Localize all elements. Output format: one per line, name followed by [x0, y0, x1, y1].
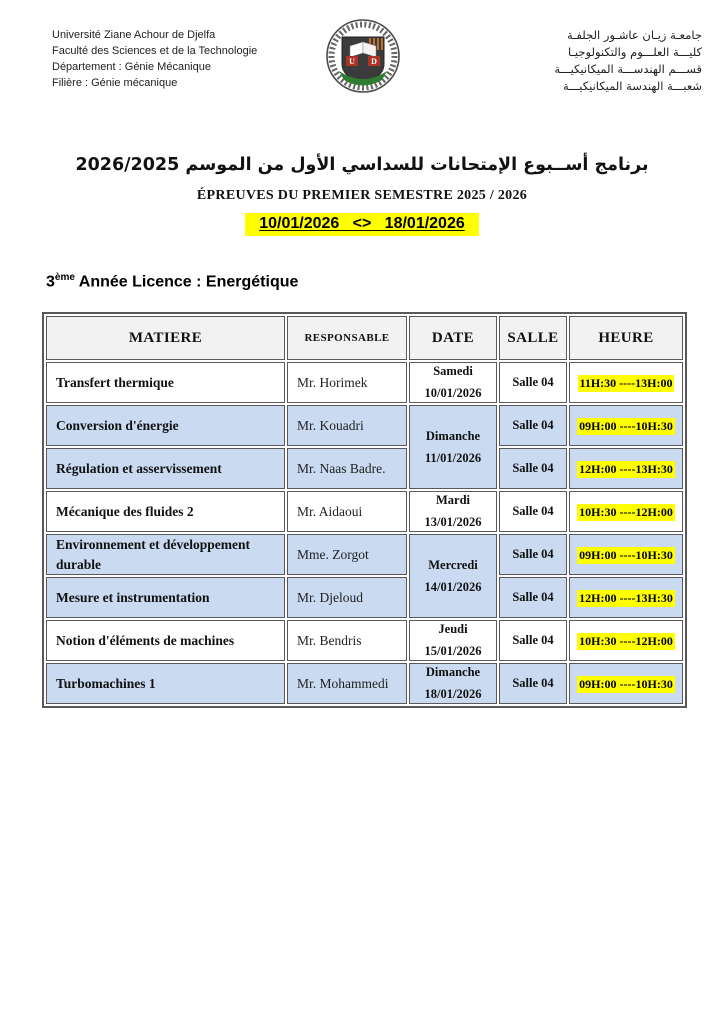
table-row: [46, 491, 683, 532]
header-date: DATE: [409, 316, 497, 360]
date-cell: [409, 620, 497, 661]
responsable-cell: Mr. Kouadri: [287, 405, 407, 446]
header-responsable: RESPONSABLE: [287, 316, 407, 360]
responsable-cell: Mr. Bendris: [287, 620, 407, 661]
university-info-ar: [554, 27, 702, 95]
date-value: 18/01/2026: [424, 687, 482, 702]
heure-cell: [569, 448, 683, 489]
section-title-number: 3: [46, 273, 55, 291]
header-heure: HEURE: [569, 316, 683, 360]
exam-time-highlight: 09H:00 ----10H:30: [579, 676, 673, 691]
salle-cell: Salle 04: [499, 362, 567, 403]
filiere-name-ar: شعبـــة الهندسة الميكانيكيـــة: [563, 79, 702, 93]
responsable-cell: Mme. Zorgot: [287, 534, 407, 575]
matiere-cell: Mécanique des fluides 2: [46, 491, 285, 532]
table-row: [46, 620, 683, 661]
university-logo-icon: [325, 16, 401, 96]
exam-time-highlight: 10H:30 ----12H:00: [579, 504, 673, 519]
salle-cell: Salle 04: [499, 534, 567, 575]
faculty-name-ar: كليـــة العلـــوم والتكنولوجيـا: [568, 45, 702, 59]
date-day: Dimanche: [425, 665, 481, 680]
responsable-cell: Mr. Mohammedi: [287, 663, 407, 704]
svg-text:D: D: [371, 57, 377, 66]
university-info-fr: [52, 27, 257, 91]
faculty-name-fr: Faculté des Sciences et de la Technologie: [52, 45, 258, 57]
responsable-cell: Mr. Aidaoui: [287, 491, 407, 532]
date-day: Mercredi: [428, 557, 478, 572]
header-salle: SALLE: [499, 316, 567, 360]
matiere-cell: Environnement et développement durable: [46, 534, 285, 575]
university-name-ar: جامعـة زيـان عاشـور الجلفـة: [566, 28, 702, 42]
svg-text:U: U: [349, 57, 355, 66]
exam-date-range-highlight: 10/01/2026 <> 18/01/2026: [245, 213, 479, 236]
matiere-cell: Turbomachines 1: [46, 663, 285, 704]
date-range-row: [0, 213, 724, 236]
heure-cell: [569, 663, 683, 704]
salle-cell: Salle 04: [499, 405, 567, 446]
exam-time-highlight: 12H:00 ----13H:30: [579, 590, 673, 605]
university-name-fr: Université Ziane Achour de Djelfa: [52, 29, 216, 41]
responsable-cell: Mr. Horimek: [287, 362, 407, 403]
heure-cell: [569, 362, 683, 403]
date-day: Jeudi: [438, 622, 468, 637]
date-day: Dimanche: [425, 428, 481, 443]
table-row: [46, 448, 683, 489]
date-cell: [409, 405, 497, 489]
exam-time-highlight: 11H:30 ----13H:00: [579, 375, 673, 390]
heure-cell: [569, 405, 683, 446]
salle-cell: Salle 04: [499, 577, 567, 618]
exam-time-highlight: 09H:00 ----10H:30: [579, 418, 673, 433]
table-row: [46, 405, 683, 446]
date-value: 11/01/2026: [424, 450, 482, 465]
exam-week-title-ar: برنامج أســبوع الإمتحانات للسداسي الأول من الموسم 2026/2025: [75, 155, 649, 175]
date-value: 10/01/2026: [424, 386, 482, 401]
date-value: 15/01/2026: [424, 644, 482, 659]
section-title: [46, 272, 724, 291]
section-title-text: Année Licence : Energétique: [74, 273, 299, 291]
header-matiere: MATIERE: [46, 316, 285, 360]
table-row: [46, 362, 683, 403]
table-row: [46, 534, 683, 575]
date-day: Samedi: [433, 364, 473, 379]
department-name-fr: Département : Génie Mécanique: [52, 61, 211, 73]
responsable-cell: Mr. Naas Badre.: [287, 448, 407, 489]
exam-time-highlight: 09H:00 ----10H:30: [579, 547, 673, 562]
matiere-cell: Régulation et asservissement: [46, 448, 285, 489]
salle-cell: Salle 04: [499, 663, 567, 704]
matiere-cell: Mesure et instrumentation: [46, 577, 285, 618]
responsable-cell: Mr. Djeloud: [287, 577, 407, 618]
department-name-ar: قســـم الهندســـة الميكانيكيـــة: [554, 62, 702, 76]
date-cell: [409, 362, 497, 403]
table-row: [46, 577, 683, 618]
exam-table-body: [46, 362, 683, 704]
matiere-cell: Transfert thermique: [46, 362, 285, 403]
heure-cell: [569, 577, 683, 618]
heure-cell: [569, 491, 683, 532]
matiere-cell: Notion d'éléments de machines: [46, 620, 285, 661]
exam-time-highlight: 12H:00 ----13H:30: [579, 461, 673, 476]
salle-cell: Salle 04: [499, 491, 567, 532]
table-header-row: [46, 316, 683, 360]
salle-cell: Salle 04: [499, 448, 567, 489]
date-value: 13/01/2026: [424, 515, 482, 530]
exam-time-highlight: 10H:30 ----12H:00: [579, 633, 673, 648]
exam-schedule-table: [42, 312, 687, 708]
matiere-cell: Conversion d'énergie: [46, 405, 285, 446]
date-cell: [409, 534, 497, 618]
date-cell: [409, 491, 497, 532]
date-day: Mardi: [435, 493, 471, 508]
date-cell: [409, 663, 497, 704]
heure-cell: [569, 534, 683, 575]
filiere-name-fr: Filière : Génie mécanique: [52, 77, 178, 89]
table-row: [46, 663, 683, 704]
exam-week-title-fr: ÉPREUVES DU PREMIER SEMESTRE 2025 / 2026: [196, 188, 528, 203]
heure-cell: [569, 620, 683, 661]
section-title-ordinal: ème: [54, 272, 75, 283]
page-header: [52, 27, 702, 95]
salle-cell: Salle 04: [499, 620, 567, 661]
date-value: 14/01/2026: [424, 579, 482, 594]
